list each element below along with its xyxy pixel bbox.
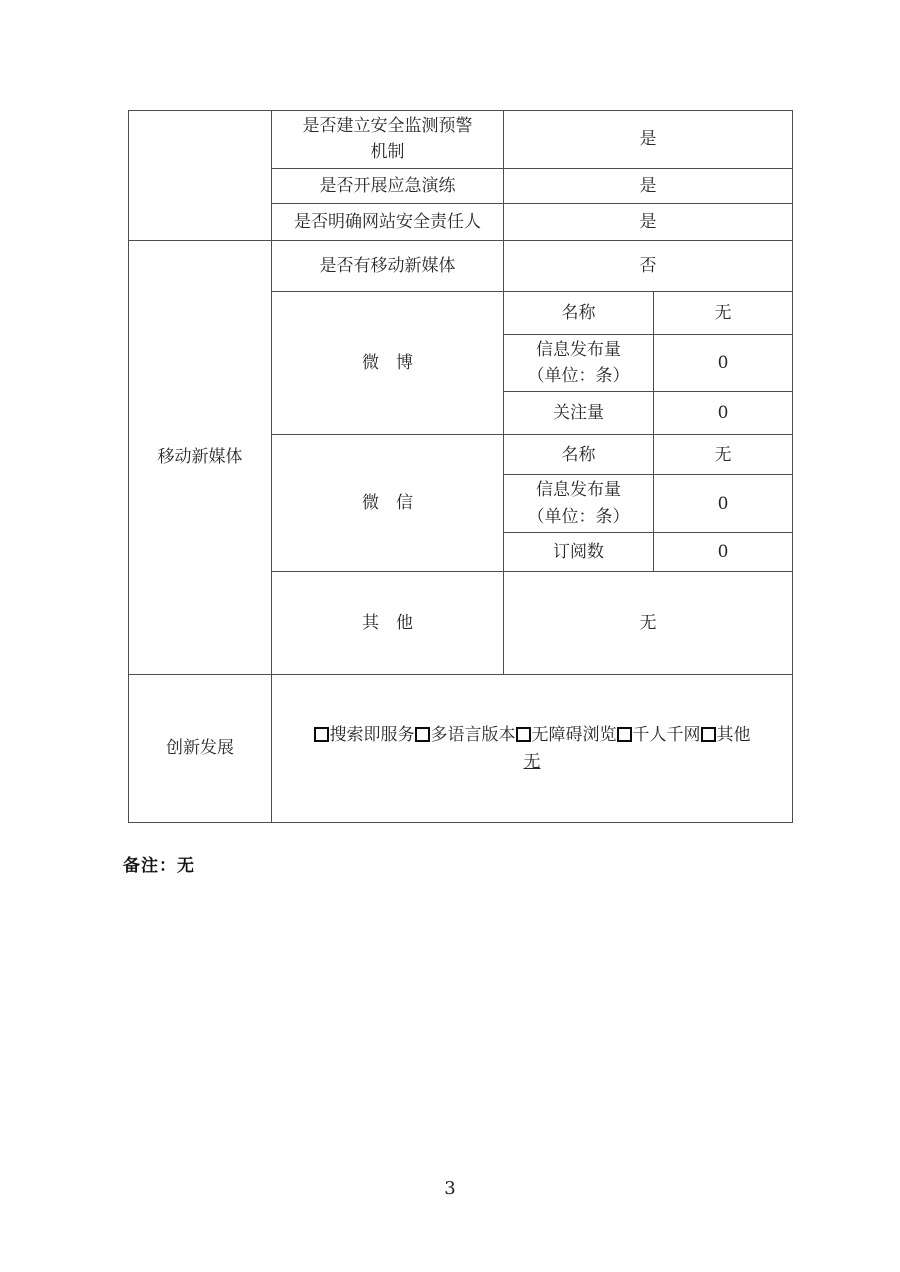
field-value-wechat-name: 无 [654, 435, 793, 475]
option-label-other: 其他 [716, 725, 751, 746]
subcategory-cell-other-media: 其 他 [272, 572, 504, 675]
table-row [129, 240, 793, 291]
field-label-line1: 信息发布量 [536, 480, 621, 501]
table-row [129, 675, 793, 823]
answer-cell-has-mobile-media: 否 [504, 240, 793, 291]
innovation-other-value: 无 [523, 751, 541, 772]
checkbox-search-as-service[interactable] [314, 727, 329, 742]
category-cell-innovation: 创新发展 [129, 675, 272, 823]
field-value-other-media: 无 [504, 572, 793, 675]
question-cell-emergency-drill: 是否开展应急演练 [272, 168, 504, 203]
checkbox-personalization[interactable] [617, 727, 632, 742]
innovation-options-cell [272, 675, 793, 823]
option-label-personalization: 千人千网 [632, 725, 701, 746]
field-value-wechat-posts: 0 [654, 475, 793, 533]
field-value-weibo-name: 无 [654, 291, 793, 334]
question-cell-monitoring [272, 111, 504, 169]
option-label-search-as-service: 搜索即服务 [329, 725, 415, 746]
field-label-line2: （单位：条） [527, 506, 630, 527]
checkbox-accessibility[interactable] [516, 727, 531, 742]
field-value-weibo-followers: 0 [654, 392, 793, 435]
note-value: 无 [177, 856, 195, 876]
field-value-wechat-subscribers: 0 [654, 533, 793, 572]
subcategory-cell-wechat: 微 信 [272, 435, 504, 572]
field-label-line2: （单位：条） [527, 366, 630, 387]
field-label-weibo-name: 名称 [504, 291, 654, 334]
annual-report-table [128, 110, 793, 823]
innovation-options-line [278, 722, 786, 748]
answer-cell-emergency-drill: 是 [504, 168, 793, 203]
field-label-line1: 信息发布量 [536, 339, 621, 360]
field-label-wechat-name: 名称 [504, 435, 654, 475]
subcategory-cell-weibo: 微 博 [272, 291, 504, 435]
answer-cell-monitoring: 是 [504, 111, 793, 169]
note-line [123, 851, 195, 876]
question-cell-has-mobile-media: 是否有移动新媒体 [272, 240, 504, 291]
checkbox-other[interactable] [701, 727, 716, 742]
field-label-weibo-followers: 关注量 [504, 392, 654, 435]
field-label-weibo-posts [504, 334, 654, 392]
question-text-line1: 是否建立安全监测预警 [302, 116, 473, 136]
question-cell-security-officer: 是否明确网站安全责任人 [272, 203, 504, 240]
field-label-wechat-posts [504, 475, 654, 533]
table-row [129, 111, 793, 169]
category-cell-mobile-media: 移动新媒体 [129, 240, 272, 674]
option-label-accessibility: 无障碍浏览 [531, 725, 617, 746]
category-cell-continued [129, 111, 272, 241]
note-label: 备注： [123, 856, 177, 876]
answer-cell-security-officer: 是 [504, 203, 793, 240]
field-label-wechat-subscribers: 订阅数 [504, 533, 654, 572]
option-label-multilingual: 多语言版本 [430, 725, 516, 746]
page-number: 3 [444, 1178, 456, 1199]
checkbox-multilingual[interactable] [415, 727, 430, 742]
innovation-other-value-line [278, 749, 786, 775]
field-value-weibo-posts: 0 [654, 334, 793, 392]
question-text-line2: 机制 [370, 142, 405, 163]
